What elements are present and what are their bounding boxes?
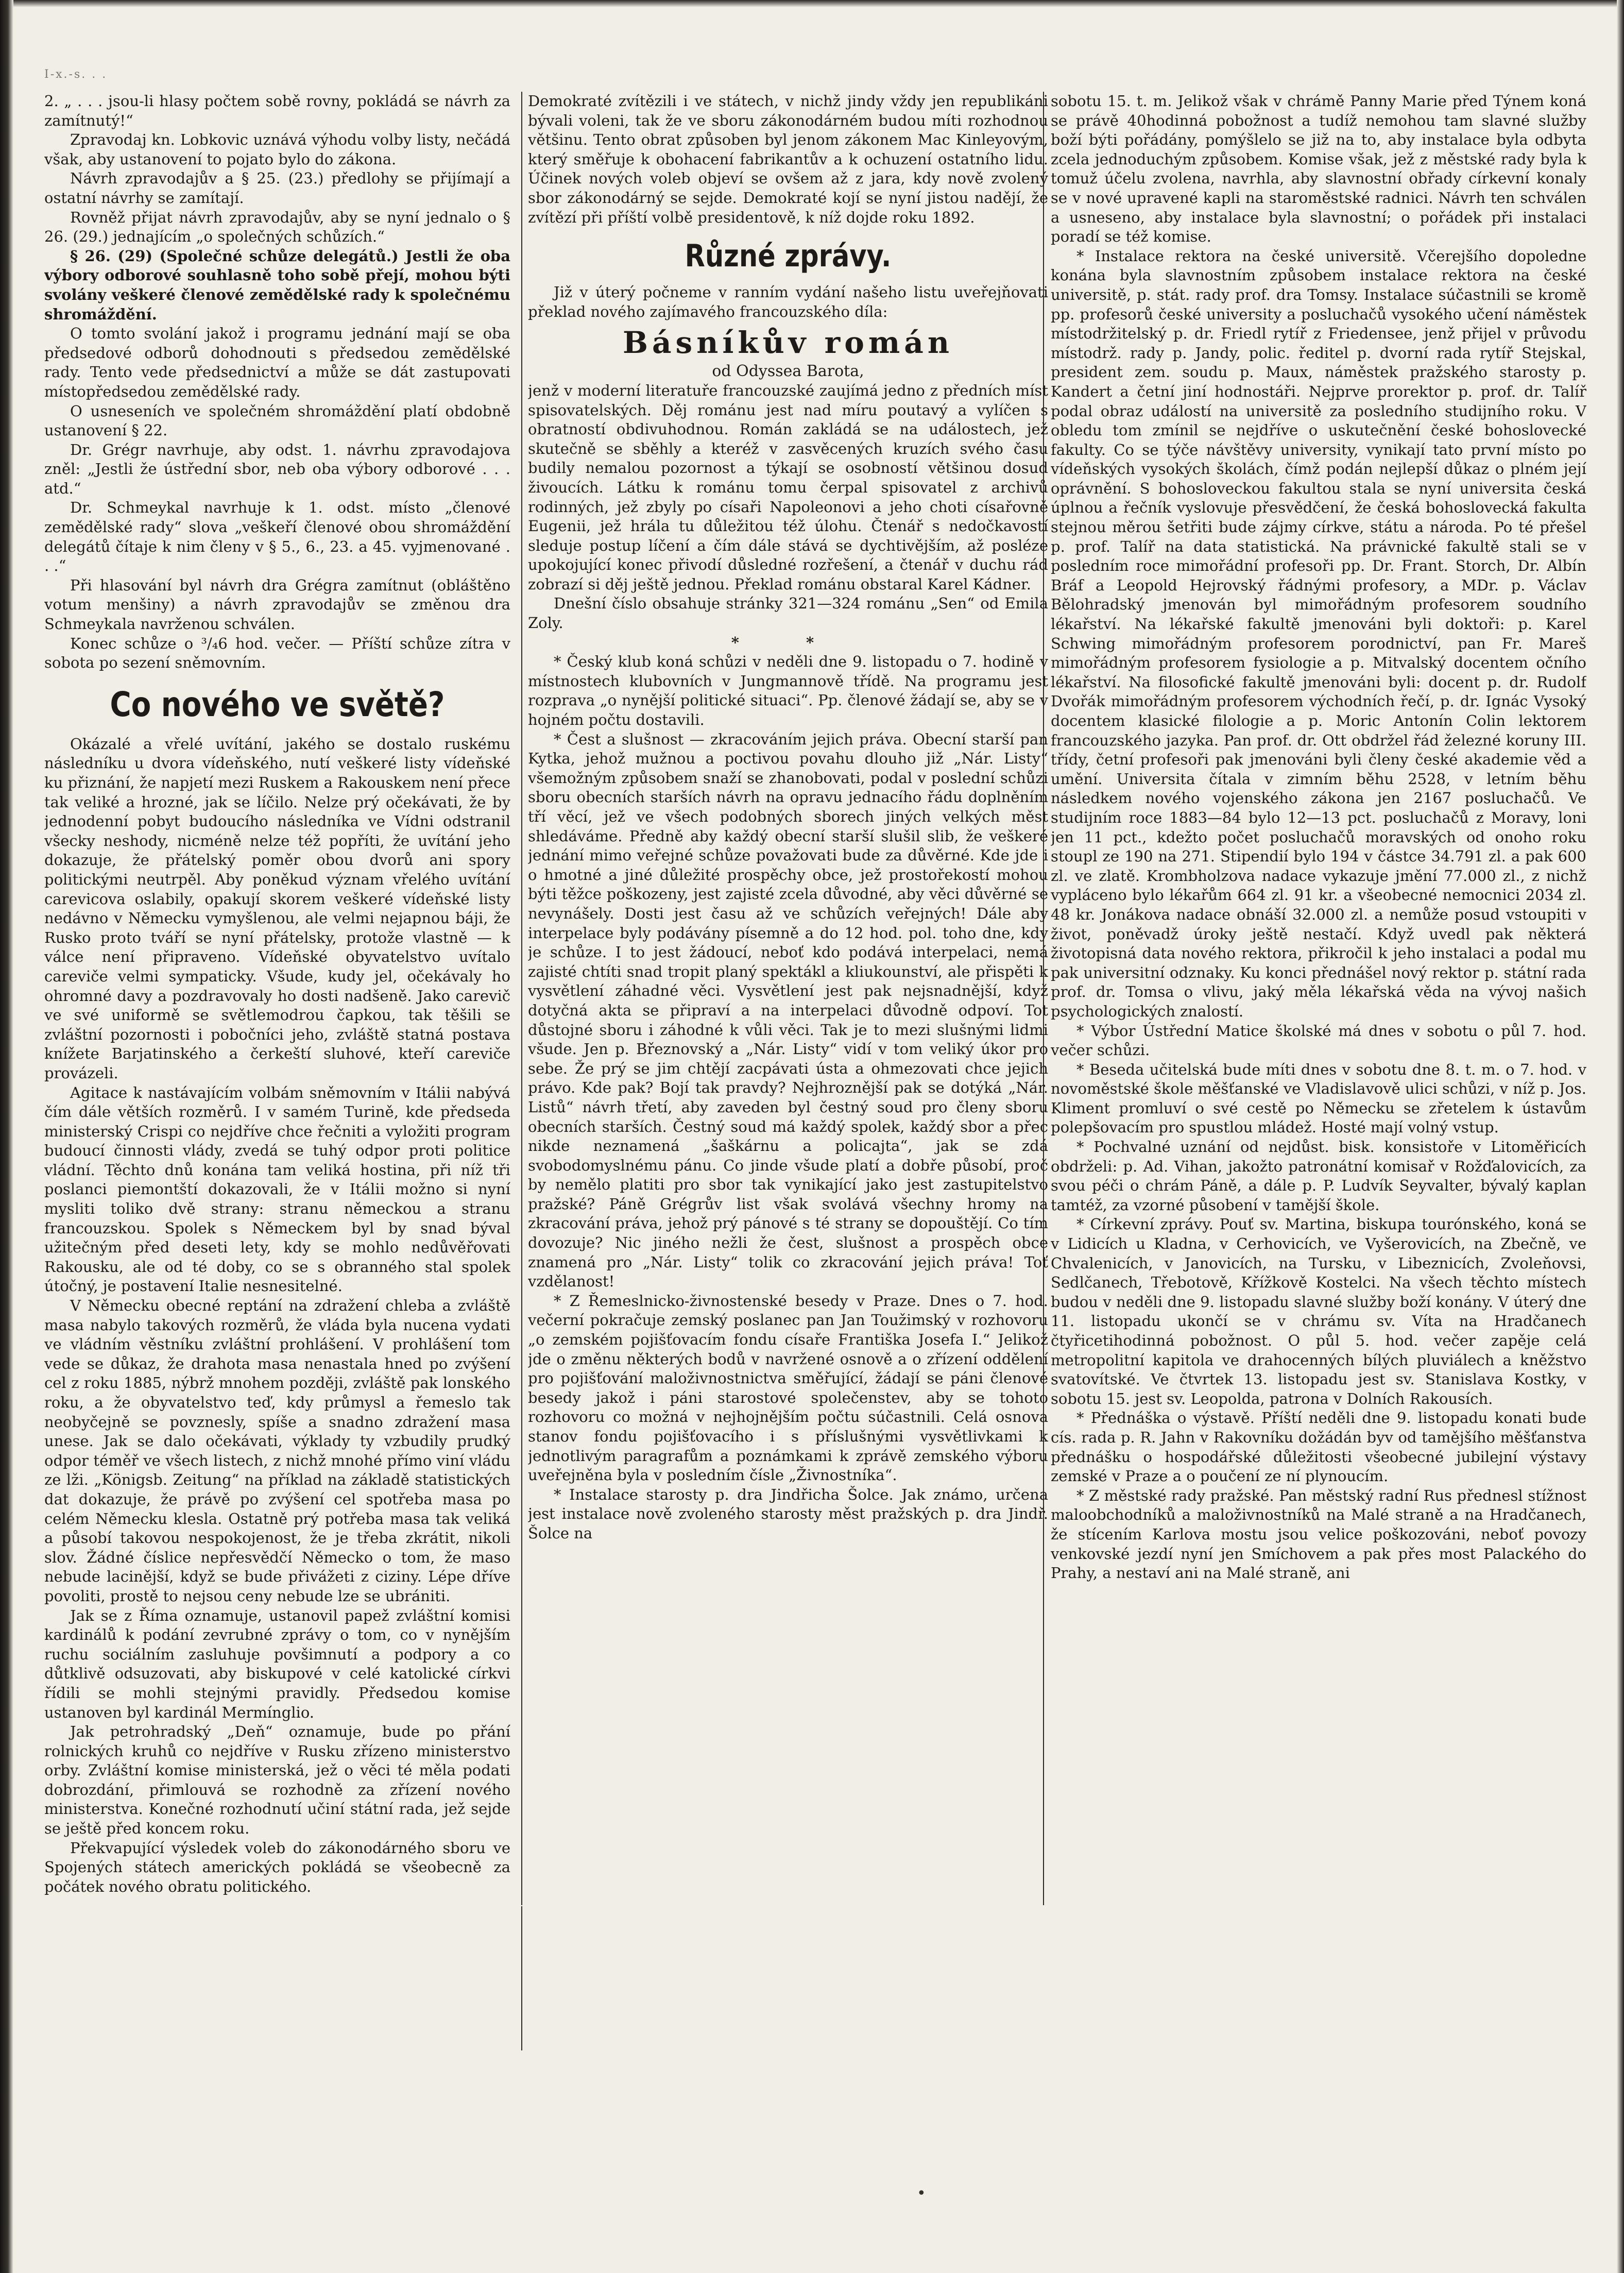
- paragraph: § 26. (29) (Společné schůze delegátů.) Jestli že oba výbory odborové souhlasně toho sobě přejí, mohou býti svolány veškeré členové zemědělské rady k společnému shromáždění.: [44, 247, 510, 323]
- section-title: Co nového ve světě?: [110, 684, 445, 724]
- paragraph: * Český klub koná schůzi v neděli dne 9. listopadu o 7. hodině v místnostech klubovních v Jungmannově třídě. Na programu jest rozprava „o nynější politické situaci“. Pp. členové žádají se, aby se v hojném počtu dostavili.: [528, 653, 1048, 729]
- paragraph: Při hlasování byl návrh dra Grégra zamítnut (obláštěno votum menšiny) a návrh zpravodajův se změnou dra Schmeykala navrženou schválen.: [44, 576, 510, 633]
- section-title: Různé zprávy.: [685, 238, 892, 275]
- paragraph: Dnešní číslo obsahuje stránky 321—324 románu „Sen“ od Emila Zoly.: [528, 595, 1048, 632]
- column-rule-tail: [521, 1906, 522, 2050]
- page-edge-left: [0, 0, 13, 2273]
- paragraph: * Z městské rady pražské. Pan městský radní Rus přednesl stížnost maloobchodníků a maloživnostníků na Malé straně a na Hradčanech, že stícením Karlova mostu jsou velice poškozováni, neboť povozy venkovské jezdí nyní jen Smíchovem a pak přes most Palackého do Prahy, a nestaví ani na Malé straně, ani: [1051, 1486, 1586, 1582]
- paragraph: Dr. Grégr navrhuje, aby odst. 1. návrhu zpravodajova zněl: „Jestli že ústřední sbor, neb oba výbory odborové . . . atd.“: [44, 440, 510, 497]
- paragraph: Jak se z Říma oznamuje, ustanovil papež zvláštní komisi kardinálů k podání zevrubné zprávy o tom, co v nynějším ruchu sociálním zasluhuje povšimnutí a podpory a co důtklivě odsuzovati, aby biskupové v celé katolické církvi řídili se mohli stejnými pravidly. Předsedou komise ustanoven byl kardinál Mermínglio.: [44, 1606, 510, 1721]
- paragraph: Agitace k nastávajícím volbám sněmovním v Itálii nabývá čím dále větších rozměrů. I v samém Turině, kde předseda ministerský Crispi co nejdříve chce řečniti a vyložiti program budoucí činnosti vlády, zvedá se tuhý odpor proti politice vládní. Těchto dnů konána tam veliká hostina, při níž tři poslanci piemontští dokazovali, že v Itálii možno si nyní mysliti toliko dvě strany: stranu německou a stranu francouzskou. Spolek s Německem byl by snad býval užitečným před deseti lety, kdy se mohlo nedůvěřovati Rakousku, ale od té doby, co se s obranného stal spolek útočný, je postavení Italie nesnesitelné.: [44, 1083, 510, 1295]
- paragraph: * Beseda učitelská bude míti dnes v sobotu dne 8. t. m. o 7. hod. v novoměstské škole měšťanské ve Vladislavově ulici schůzi, v níž p. Jos. Kliment promluví o své cestě po Německu se zřetelem k ústavům polepšovacím pro spustlou mládež. Hosté mají volný vstup.: [1051, 1060, 1586, 1136]
- paragraph: * Instalace rektora na české universitě. Včerejšího dopoledne konána byla slavnostním způsobem instalace rektora na české universitě, p. stát. rady prof. dra Tomsy. Instalace súčastnili se kromě pp. profesorů české university a posluchačů vysokého učení náměstek místodržitelský p. dr. Friedl rytíř z Friedensee, jenž přijel v průvodu místodrž. rady p. Jandy, polic. ředitel p. dvorní rada rytíř Stejskal, president zem. soudu p. Maux, náměstek pražského starosty p. Kandert a četní jiní hodnostáři. Nejprve prorektor p. prof. dr. Talíř podal obraz událostí na universitě za posledního studijního roku. V obledu tom zmínil se nejdříve o uskutečnění české bohoslovecké fakulty. Co se týče návštěvy university, vynikají tato první místo po vídeňských vysokých školách, čímž podán nejlepší důkaz o plném její oprávnění. S bohosloveckou fakultou stala se nyní universita česká úplnou a řečník vyslovuje přesvědčení, že česká bohoslovecká fakulta stejnou měrou šetřiti bude zájmy církve, státu a národa. Po té přešel p. prof. Talíř na data statistická. Na právnické fakultě stali se v posledním roce mimořádní profesoři pp. Dr. Frant. Storch, Dr. Albín Bráf a Leopold Hejrovský řádnými profesory, a MDr. p. Václav Bělohradský jmenován byl mimořádným profesorem soudního lékařství. Na lékařské fakultě jmenováni byli doktoři: p. Karel Schwing mimořádným profesorem porodnictví, pan Fr. Mareš mimořádným profesorem fysiologie a p. Mitvalský docentem očního lékařství. Na filosofické fakultě jmenováni byli: docent p. dr. Rudolf Dvořák mimořádným profesorem východních řečí, p. dr. Ignác Vysoký docentem klasické filologie a p. Moric Antonín Colin lektorem francouzského jazyka. Pan prof. dr. Ott obdržel řád železné koruny III. třídy, četní profesoři pak jmenováni byli členy české akademie věd a umění. Universita čítala v zimním běhu 2528, v letním běhu následkem nového vojenského zákona jen 2167 posluchačů. Ve studijním roce 1883—84 bylo 12—13 pct. posluchačů z Moravy, loni jen 11 pct., kdežto počet posluchačů moravských od onoho roku stoupl ze 190 na 271. Stipendií bylo 194 v částce 34.791 zl. a pak 600 zl. ve zlatě. Krombholzova nadace vykazuje jmění 77.000 zl., z nichž vypláceno bylo lékařům 664 zl. 91 kr. a všeobecné nemocnici 2034 zl. 48 kr. Jonákova nadace obnáší 32.000 zl. a nemůže posud vstoupiti v život, poněvadž úroky ještě nestačí. Když uvedl pak některá životopisná data nového rektora, přikročil k jeho instalaci a podal mu pak universitní odznaky. Ku konci přednášel nový rektor p. státní rada prof. dr. Tomsa o vlivu, jaký měla lékařská věda na vývoj našich psychologických znalostí.: [1051, 247, 1586, 1020]
- page-edge-top: [0, 0, 1624, 7]
- paragraph: * Výbor Ústřední Matice školské má dnes v sobotu o půl 7. hod. večer schůzi.: [1051, 1022, 1586, 1059]
- column-1: [44, 92, 510, 2255]
- paragraph: Již v úterý počneme v ranním vydání našeho listu uveřejňovati překlad nového zajímavého francouzského díla:: [528, 283, 1048, 320]
- column-2: [528, 92, 1048, 2255]
- paragraph: O usneseních ve společném shromáždění platí obdobně ustanovení § 22.: [44, 402, 510, 439]
- paragraph: Demokraté zvítězili i ve státech, v nichž jindy vždy jen republikáni bývali voleni, tak že ve sboru zákonodárném budou míti rozhodnou většinu. Tento obrat způsoben byl jenom zákonem Mac Kinleyovým, který směřuje k obohacení fabrikantův a k ochuzení ostatního lidu. Účinek nových voleb objeví se ovšem až z jara, kdy nově zvolený sbor zákonodárný se sejde. Demokraté kojí se nyní jistou nadějí, že zvítězí při příští volbě presidentově, k níž dojde roku 1892.: [528, 92, 1048, 226]
- header-noise: I-x.-s. . .: [44, 68, 108, 81]
- paragraph: Konec schůze o ³/₄6 hod. večer. — Příští schůze zítra v sobota po sezení sněmovním.: [44, 634, 510, 672]
- paragraph: * Instalace starosty p. dra Jindřicha Šolce. Jak známo, určena jest instalace nově zvoleného starosty měst pražských p. dra Jindř. Šolce na: [528, 1485, 1048, 1542]
- paragraph: Zpravodaj kn. Lobkovic uznává výhodu volby listy, nečádá však, aby ustanovení to pojato bylo do zákona.: [44, 131, 510, 168]
- paragraph: Okázalé a vřelé uvítání, jakého se dostalo ruskému následníku u dvora vídeňského, nutí veškeré listy vídeňské ku přiznání, že napjetí mezi Ruskem a Rakouskem není přece tak veliké a hrozné, jak se líčilo. Nelze prý očekávati, že by jednodenní pobyt budoucího následníka ve Vídni odstranil všecky neshody, nicméně nelze též popříti, že uvítání jeho dokazuje, že přátelský poměr obou dvorů ani spory politickými neutrpěl. Aby poněkud význam vřelého uvítání carevicova oslabily, opakují skorem veškeré vídeňské listy nedávno v Německu vymyšlenou, ale velmi nejapnou báji, že Rusko proto tváří se nyní přátelsky, protože vlastně — k válce není připraveno. Vídeňské obyvatelstvo uvítalo careviče velmi sympaticky. Všude, kudy jel, očekávaly ho ohromné davy a pozdravovaly ho dosti nadšeně. Jako carevič ve své uniformě se světlemodrou čapkou, tak těšili se zvláštní pozornosti i pobočníci jeho, zvláště statná postava knížete Barjatinského a čerkeští sluhové, kteří careviče provázeli.: [44, 735, 510, 1082]
- paragraph: * Církevní zprávy. Pouť sv. Martina, biskupa tourónského, koná se v Lidicích u Kladna, v Cerhovicích, ve Vyšerovicích, na Zbečně, ve Chvalenicích, v Janovicích, na Tursku, v Libeznicích, Zvoleňovsi, Sedlčanech, Třebotově, Křížkově Kostelci. Na všech těchto místech budou v neděli dne 9. listopadu slavné služby boží konány. V úterý dne 11. listopadu ukončí se v chrámu sv. Víta na Hradčanech čtyřicetihodinná pobožnost. O půl 5. hod. večer zapěje celá metropolitní kapitola ve drahocenných bílých pluviálech a kněžstvo svatovítské. Ve čtvrtek 13. listopadu jest sv. Stanislava Kostky, v sobotu 15. jest sv. Leopolda, patrona v Dolních Rakousích.: [1051, 1215, 1586, 1407]
- footer-mark: •: [917, 2184, 926, 2202]
- paragraph: * Čest a slušnost — zkracováním jejich práva. Obecní starší pan Kytka, jehož mužnou a poctivou povahu dlouho již „Nár. Listy“ všemožným způsobem snaží se zhanobovati, podal v poslední schůzi sboru obecních starších návrh na opravu jednacího řádu doplněním tří věcí, jež ve všech podobných sborech jiných velkých měst shledáváme. Předně aby každý obecní starší slušil slib, že veškeré jednání mimo veřejné schůze považovati bude za důvěrné. Kde jde i o hmotné a jiné důležité prospěchy obce, jež prostořekostí mohou býti těžce poškozeny, jest zajisté zcela důvodné, aby věci důvěrné se nevynášely. Dosti jest času až ve schůzích veřejných! Dále aby interpelace byly podávány písemně a do 12 hod. pol. toho dne, kdy je schůze. I to jest žádoucí, neboť kdo podává interpelaci, nemá zajisté chtíti snad tropit planý spektákl a kliukounství, ale přispěti k vysvětlení záhadné věci. Vysvětlení jest pak nejsnadnější, když dotyčná akta se připraví a na interpelaci důvodně odpoví. Tot důstojné sboru i záhodné k vůli věci. Tak je to mezi slušnými lidmi všude. Jen p. Březnovský a „Nár. Listy“ vidí v tom veliký úkor pro sebe. Že prý se jim chtějí zacpávati ústa a ohmezovati chce jejich právo. Kde pak? Bojí tak pravdy? Nejhroznější pak se dotýká „Nár. Listů“ návrh třetí, aby zaveden byl čestný soud pro členy sboru obecních starších. Čestný soud má každý spolek, každý sbor a přec nikde neznamená „šaškárnu a policajta“, jak se zdá svobodomyslnému pánu. Co jinde všude platí a dobře působí, proč by nemělo platiti pro sbor tak vynikající jako jest zastupitelstvo pražské? Páně Grégrův list však svolává všechny hromy na zkracování práva, jehož prý pánové s té strany se dopouštějí. Co tím dovozuje? Nic jiného nežli že čest, slušnost a prospěch obce znamená pro „Nár. Listy“ tolik co zkracování jejich práva! Toť vzdělanost!: [528, 730, 1048, 1291]
- column-3: [1051, 92, 1586, 2255]
- paragraph: Jak petrohradský „Deň“ oznamuje, bude po přání rolnických kruhů co nejdříve v Rusku zřízeno ministerstvo orby. Zvláštní komise ministerská, jež o věci té měla podati dobrozdání, přimlouvá se rozhodně za zřízení nového ministerstva. Konečné rozhodnutí učiní státní rada, jež sejde se ještě před koncem roku.: [44, 1723, 510, 1838]
- paragraph: Návrh zpravodajův a § 25. (23.) předlohy se přijímají a ostatní návrhy se zamítají.: [44, 169, 510, 207]
- paragraph: O tomto svolání jakož i programu jednání mají se oba předsedové odborů dohodnouti s předsedou zemědělské rady. Tento vede předsednictví a může se dát zastupovati místopředsedou zemědělské rady.: [44, 325, 510, 400]
- paragraph: sobotu 15. t. m. Jelikož však v chrámě Panny Marie před Týnem koná se právě 40hodinná pobožnost a tudíž nemohou tam slavné služby boží býti pořádány, pomýšlelo se již na to, aby instalace byla odbyta zcela jednoduchým způsobem. Komise však, jež z městské rady byla k tomuž účelu zvolena, navrhla, aby slavnostní obřady církevní konaly se v nové upravené kapli na staroměstské radnici. Návrh ten schválen a usneseno, aby instalace byla slavnostní; o pořádek při instalaci poradí se též komise.: [1051, 92, 1586, 246]
- paragraph: 2. „ . . . jsou-li hlasy počtem sobě rovny, pokládá se návrh za zamítnutý!“: [44, 92, 510, 129]
- separator: * *: [731, 633, 845, 651]
- paragraph: * Pochvalné uznání od nejdůst. bisk. konsistoře v Litoměřicích obdrželi: p. Ad. Vihan, jakožto patronátní komisař v Rožďalovicích, za svou péči o chrám Páně, a dále p. P. Ludvík Seyvalter, bývalý kaplan tamtéž, za vzorné působení v tamější škole.: [1051, 1138, 1586, 1214]
- paragraph: V Německu obecné reptání na zdražení chleba a zvláště masa nabylo takových rozměrů, že vláda byla nucena vydati ve vládním věstníku zvláštní prohlášení. V prohlášení tom vede se důkaz, že drahota masa nenastala hned po zvýšení cel z roku 1885, nýbrž mnohem později, zvláště pak lonského roku, a že obyvatelstvo teď, kdy průmysl a řemeslo tak neobyčejně se povznesly, spíše a snadno zdražení masa unese. Jak se dalo očekávati, výklady ty vzbudily prudký odpor téměř ve všech listech, z nichž mnohé přímo viní vládu ze lži. „Königsb. Zeitung“ na příklad na základě statistických dat dokazuje, že právě po zvýšení cel spotřeba masa po celém Německu klesla. Ostatně prý potřeba masa tak veliká a působí takovou nespokojenost, že je třeba zkrátit, nikoli slov. Žádné číslice nepřesvědčí Německo o tom, že maso nebude lacinější, když se bude přivážeti z ciziny. Lépe dříve povoliti, prostě to nejsou ceny nebude lze se ubrániti.: [44, 1297, 510, 1605]
- paragraph: Překvapující výsledek voleb do zákonodárného sboru ve Spojených státech amerických pokládá se všeobecně za počátek nového obratu politického.: [44, 1839, 510, 1895]
- paragraph: * Přednáška o výstavě. Příští neděli dne 9. listopadu konati bude cís. rada p. R. Jahn v Rakovníku dožádán byv od tamějšího měšťanstva přednášku o hospodářské důležitosti všeobecné jubilejní výstavy zemské v Praze a o poučení ze ní plynoucím.: [1051, 1409, 1586, 1485]
- paragraph: jenž v moderní literatuře francouzské zaujímá jedno z předních míst spisovatelských. Děj románu jest nad míru poutavý a vylíčen s obratností obdivuhodnou. Román zakládá se na událostech, jež skutečně se sběhly a kteréž v zasvěcených kruzích svého času budily nemalou pozornost a týkají se osobností většinou dosud živoucích. Látku k románu tomu čerpal spisovatel z archivů rodinných, jež zbyly po císaři Napoleonovi a jeho choti císařovně Eugenii, jež hrála tu důležitou též úlohu. Čtenář s nedočkavostí sleduje postup líčení a čím dále stává se dychtivějším, až posléze upokojující konec přivodí důsledné rozřešení, a čtenář v duchu rád zobrazí si děj ještě jednou. Překlad románu obstaral Karel Kádner.: [528, 381, 1048, 593]
- paragraph: Rovněž přijat návrh zpravodajův, aby se nyní jednalo o § 26. (29.) jednajícím „o společných schůzích.“: [44, 208, 510, 246]
- paragraph: Dr. Schmeykal navrhuje k 1. odst. místo „členové zemědělské rady“ slova „veškeří členové obou shromáždění delegátů čítaje k nim členy v § 5., 6., 23. a 45. vyjmenované . . .“: [44, 499, 510, 575]
- column-rule: [521, 92, 522, 1905]
- paragraph: * Z Řemeslnicko-živnostenské besedy v Praze. Dnes o 7. hod. večerní pokračuje zemský poslanec pan Jan Toužimský v rozhovoru „o zemském pojišťovacím fondu císaře Františka Josefa I.“ Jelikož jde o změnu některých bodů v navržené osnově a o zřízení oddělení pro pojišťování maloživnostnictva směřující, žádají se páni členové besedy jakož i páni starostové společenstev, aby se tohoto rozhovoru co možná v nejhojnějším počtu súčastnili. Celá osnova stanov fondu pojišťovacího i s příslušnými vysvětlivkami k jednotlivým paragrafům a poznámkami k zprávě zemského výboru uveřejněna byla v posledním čísle „Živnostníka“.: [528, 1292, 1048, 1484]
- novel-title: Básníkův román: [622, 325, 954, 361]
- page-edge-right: [1617, 0, 1624, 2273]
- novel-author: od Odyssea Barota,: [712, 362, 864, 381]
